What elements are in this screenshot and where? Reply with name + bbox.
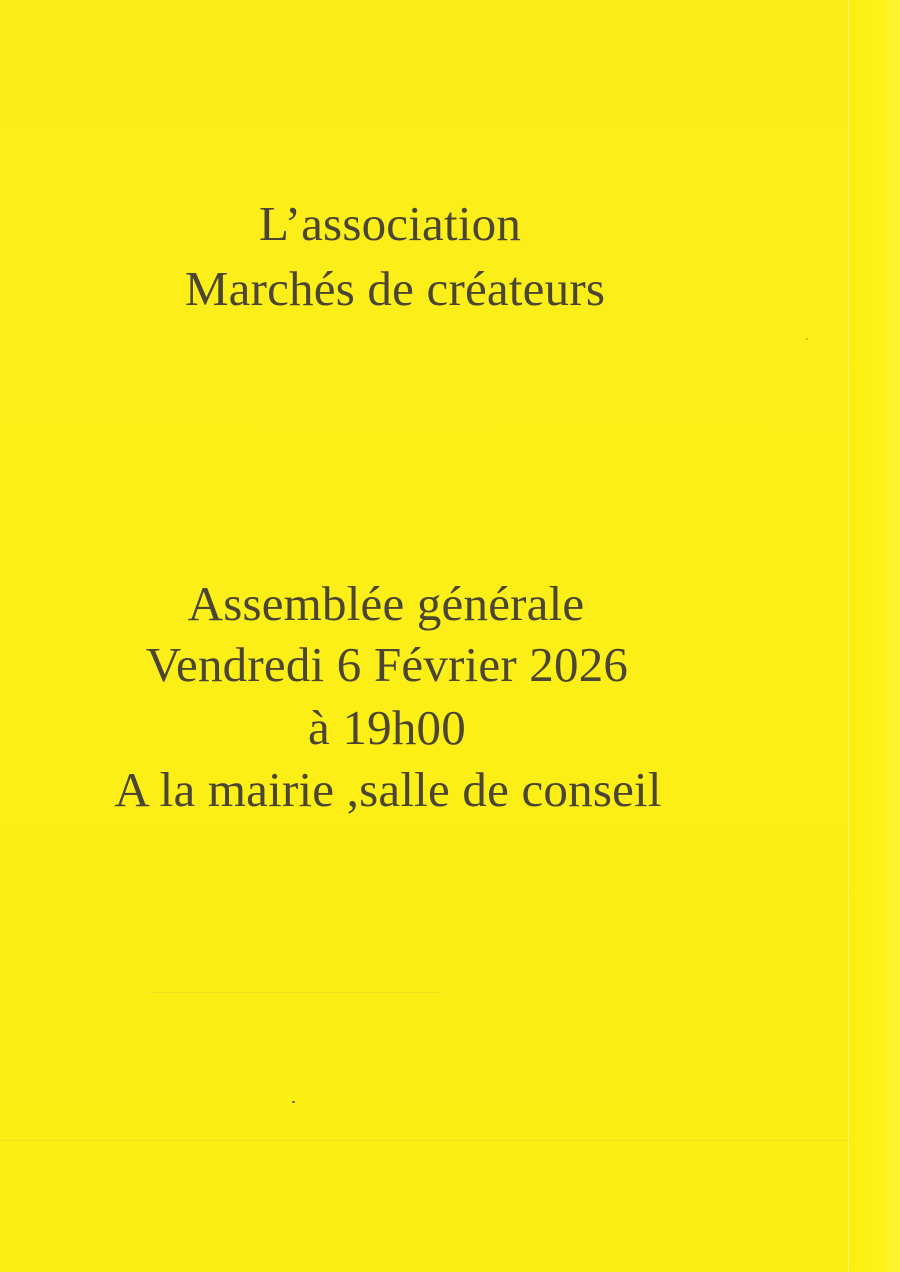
scan-artifact-line — [0, 1140, 848, 1141]
scan-edge-line — [848, 0, 849, 1272]
scan-speck — [292, 1101, 295, 1103]
event-time: à 19h00 — [308, 700, 466, 755]
paper-margin — [886, 0, 900, 1272]
event-location: A la mairie ,salle de conseil — [114, 762, 662, 817]
event-title: Assemblée générale — [187, 576, 585, 631]
association-label: L’association — [258, 196, 522, 251]
association-name: Marchés de créateurs — [184, 261, 606, 316]
scan-artifact-line — [150, 992, 440, 993]
scan-speck — [806, 338, 808, 340]
event-date: Vendredi 6 Février 2026 — [145, 637, 629, 692]
